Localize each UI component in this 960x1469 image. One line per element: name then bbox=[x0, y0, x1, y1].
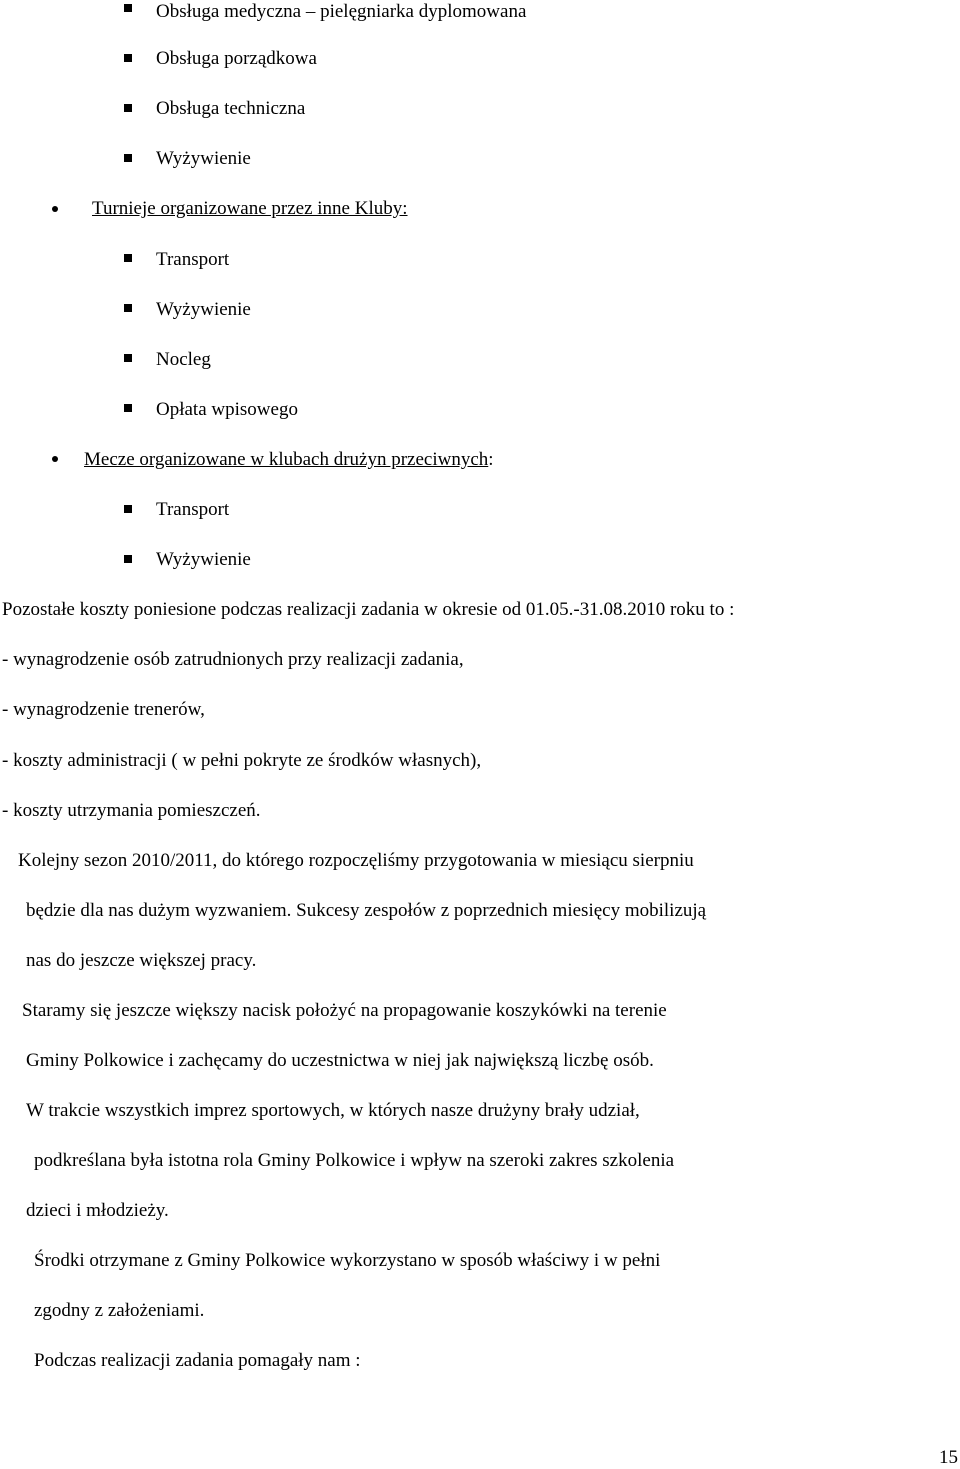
list-item: Obsługa porządkowa bbox=[156, 48, 317, 69]
section-heading-tournaments: Turnieje organizowane przez inne Kluby: bbox=[92, 198, 408, 219]
list-item: Obsługa techniczna bbox=[156, 98, 306, 119]
paragraph-line: W trakcie wszystkich imprez sportowych, w których nasze drużyny brały udział, bbox=[26, 1100, 640, 1121]
paragraph-line: nas do jeszcze większej pracy. bbox=[26, 950, 257, 971]
square-bullet-icon bbox=[124, 4, 132, 12]
paragraph-line: Środki otrzymane z Gminy Polkowice wykorzystano w sposób właściwy i w pełni bbox=[34, 1250, 661, 1271]
square-bullet-icon bbox=[124, 555, 132, 563]
square-bullet-icon bbox=[124, 354, 132, 362]
square-bullet-icon bbox=[124, 54, 132, 62]
square-bullet-icon bbox=[124, 404, 132, 412]
paragraph-line: Kolejny sezon 2010/2011, do którego rozpoczęliśmy przygotowania w miesiącu sierpniu bbox=[18, 850, 694, 871]
matches-heading-text: Mecze organizowane w klubach drużyn przeciwnych bbox=[84, 449, 489, 470]
cost-item: - wynagrodzenie trenerów, bbox=[2, 699, 205, 720]
list-item: Wyżywienie bbox=[156, 299, 251, 320]
paragraph-line: Podczas realizacji zadania pomagały nam : bbox=[34, 1350, 361, 1371]
square-bullet-icon bbox=[124, 154, 132, 162]
list-item: Transport bbox=[156, 499, 230, 520]
cost-item: - wynagrodzenie osób zatrudnionych przy realizacji zadania, bbox=[2, 649, 464, 670]
list-item: Opłata wpisowego bbox=[156, 399, 298, 420]
cost-item: - koszty administracji ( w pełni pokryte ze środków własnych), bbox=[2, 750, 482, 771]
paragraph-line: Gminy Polkowice i zachęcamy do uczestnictwa w niej jak największą liczbę osób. bbox=[26, 1050, 654, 1071]
list-item: Wyżywienie bbox=[156, 549, 251, 570]
matches-heading-suffix: : bbox=[488, 449, 494, 470]
page-number: 15 bbox=[939, 1447, 958, 1468]
square-bullet-icon bbox=[124, 505, 132, 513]
paragraph-line: Staramy się jeszcze większy nacisk położyć na propagowanie koszykówki na terenie bbox=[22, 1000, 667, 1021]
round-bullet-icon bbox=[52, 456, 58, 462]
paragraph-line: zgodny z założeniami. bbox=[34, 1300, 205, 1321]
paragraph-line: dzieci i młodzieży. bbox=[26, 1200, 169, 1221]
square-bullet-icon bbox=[124, 254, 132, 262]
list-item: Transport bbox=[156, 249, 230, 270]
list-item: Obsługa medyczna – pielęgniarka dyplomowana bbox=[156, 1, 527, 22]
cost-item: - koszty utrzymania pomieszczeń. bbox=[2, 800, 261, 821]
paragraph-line: będzie dla nas dużym wyzwaniem. Sukcesy zespołów z poprzednich miesięcy mobilizują bbox=[26, 900, 707, 921]
section-heading-matches bbox=[84, 448, 494, 472]
square-bullet-icon bbox=[124, 104, 132, 112]
list-item: Nocleg bbox=[156, 349, 211, 370]
round-bullet-icon bbox=[52, 206, 58, 212]
paragraph-line: podkreślana była istotna rola Gminy Polkowice i wpływ na szeroki zakres szkolenia bbox=[34, 1150, 675, 1171]
square-bullet-icon bbox=[124, 304, 132, 312]
other-costs-intro: Pozostałe koszty poniesione podczas realizacji zadania w okresie od 01.05.-31.08.2010 roku to : bbox=[2, 599, 735, 620]
list-item: Wyżywienie bbox=[156, 148, 251, 169]
